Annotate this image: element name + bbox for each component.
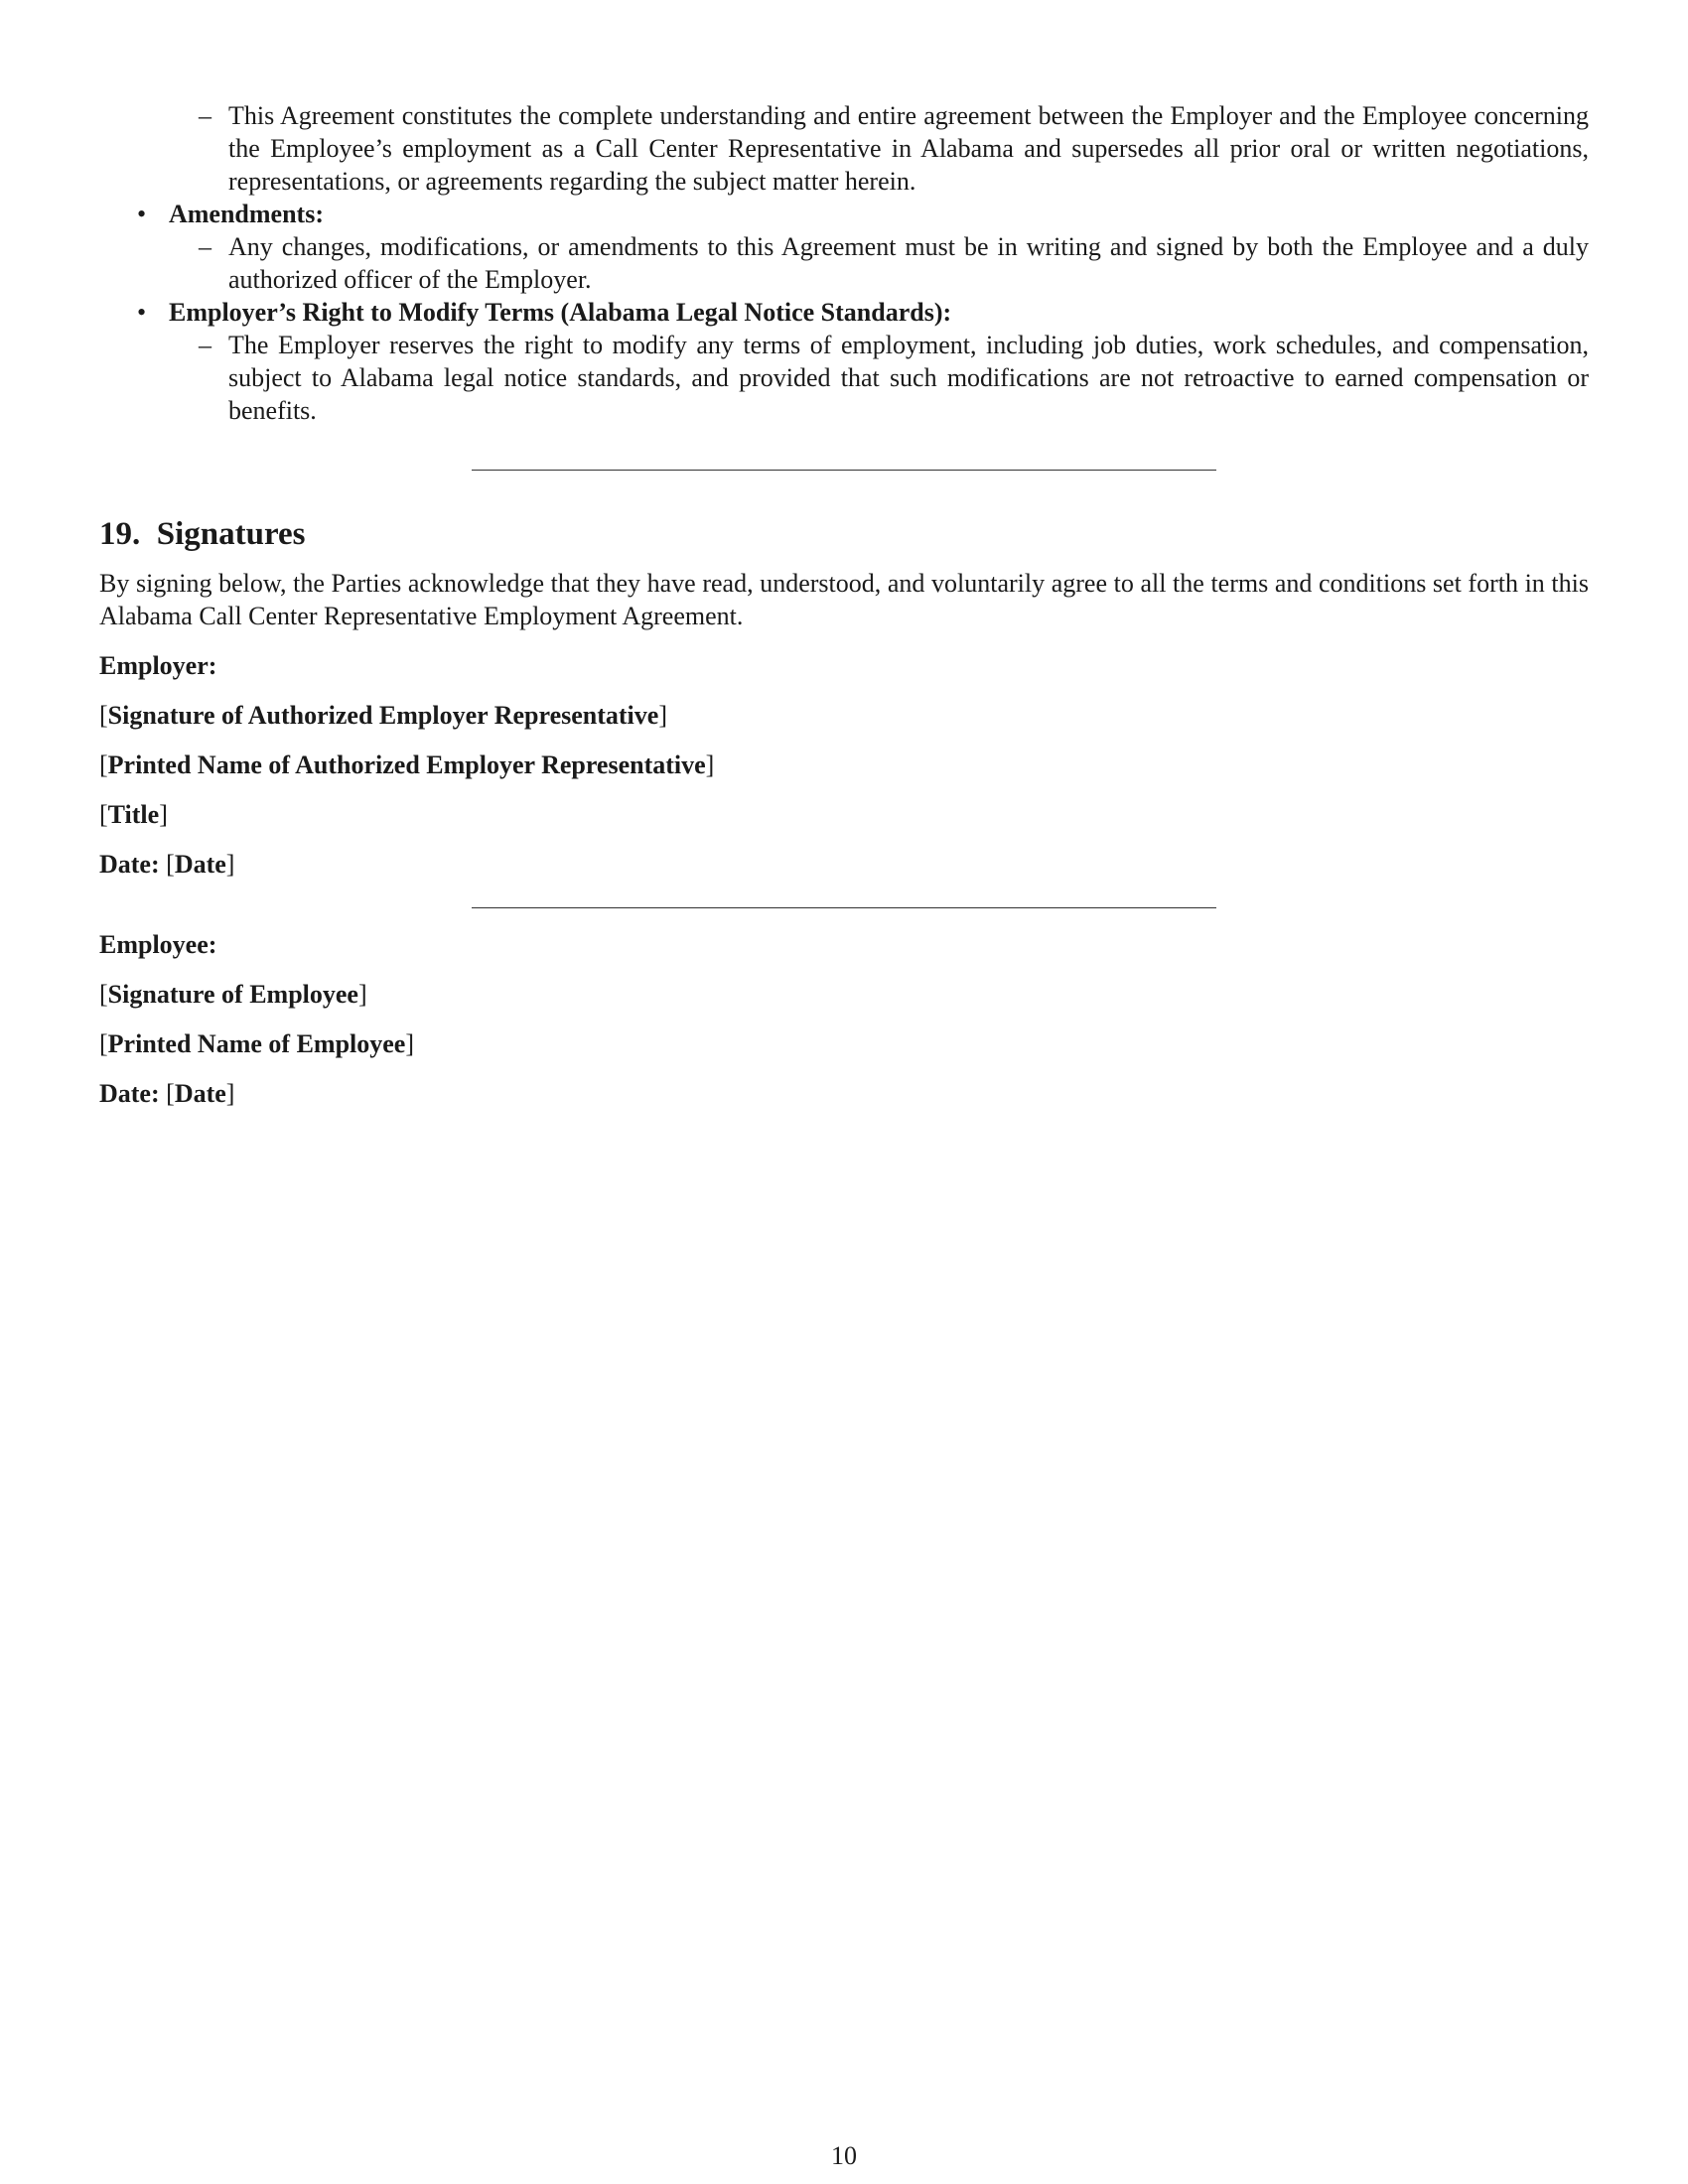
amendments-heading: Amendments: [169, 200, 324, 228]
modify-terms-text: The Employer reserves the right to modify any terms of employment, including job duties, work schedules, and compensation, subject to Alabama legal notice standards, and provided that such modifications are not retroactive to earned compensation or benefits. [228, 331, 1589, 425]
horizontal-rule [472, 907, 1216, 908]
employer-printed-name-placeholder: Printed Name of Authorized Employer Representative [107, 751, 706, 779]
bullet-marker: • [137, 200, 147, 228]
employee-signature-placeholder: Signature of Employee [107, 980, 358, 1009]
dash-marker: – [199, 232, 211, 261]
dash-marker: – [199, 101, 211, 130]
document-page [99, 99, 1589, 1110]
entire-agreement-text: This Agreement constitutes the complete understanding and entire agreement between the Employer and the Employee concerning the Employee’s employment as a Call Center Representative in Alabama and supersedes all prior oral or written negotiations, representations, or agreements regarding the subject matter herein. [228, 101, 1589, 196]
modify-terms-heading: Employer’s Right to Modify Terms (Alabama Legal Notice Standards): [169, 298, 952, 327]
bullet-modify-terms [99, 296, 1589, 329]
dash-marker: – [199, 331, 211, 359]
section-heading [99, 514, 1589, 554]
employer-signature-placeholder: Signature of Authorized Employer Representative [107, 701, 659, 730]
employer-date-line: Date: [Date] [99, 850, 235, 879]
employer-title-line: [Title] [99, 800, 168, 829]
employer-label: Employer: [99, 651, 217, 680]
amendments-clause [99, 230, 1589, 296]
page-number: 10 [831, 2141, 857, 2170]
employee-date-placeholder: Date [174, 1079, 226, 1108]
signatures-intro: By signing below, the Parties acknowledge that they have read, understood, and voluntarily agree to all the terms and conditions set forth in this Alabama Call Center Representative Employment Agreement. [99, 569, 1589, 630]
employer-title-placeholder: Title [107, 800, 160, 829]
employer-date-placeholder: Date [174, 850, 226, 879]
employee-printed-name-line: [Printed Name of Employee] [99, 1029, 415, 1058]
section-title: Signatures [156, 516, 306, 552]
employee-signature-line: [Signature of Employee] [99, 980, 367, 1009]
modify-terms-clause [99, 329, 1589, 427]
employer-date-label: Date: [99, 850, 160, 879]
employee-date-label: Date: [99, 1079, 160, 1108]
employee-printed-name-placeholder: Printed Name of Employee [107, 1029, 406, 1058]
entire-agreement-clause [99, 99, 1589, 198]
employer-printed-name-line: [Printed Name of Authorized Employer Representative] [99, 751, 715, 779]
bullet-amendments [99, 198, 1589, 230]
amendments-text: Any changes, modifications, or amendments to this Agreement must be in writing and signed by both the Employee and a duly authorized officer of the Employer. [228, 232, 1589, 294]
horizontal-rule [472, 470, 1216, 471]
employer-signature-line: [Signature of Authorized Employer Representative] [99, 701, 667, 730]
bullet-marker: • [137, 298, 147, 327]
employee-date-line: Date: [Date] [99, 1079, 235, 1108]
employee-label: Employee: [99, 930, 217, 959]
section-number: 19. [99, 516, 141, 552]
